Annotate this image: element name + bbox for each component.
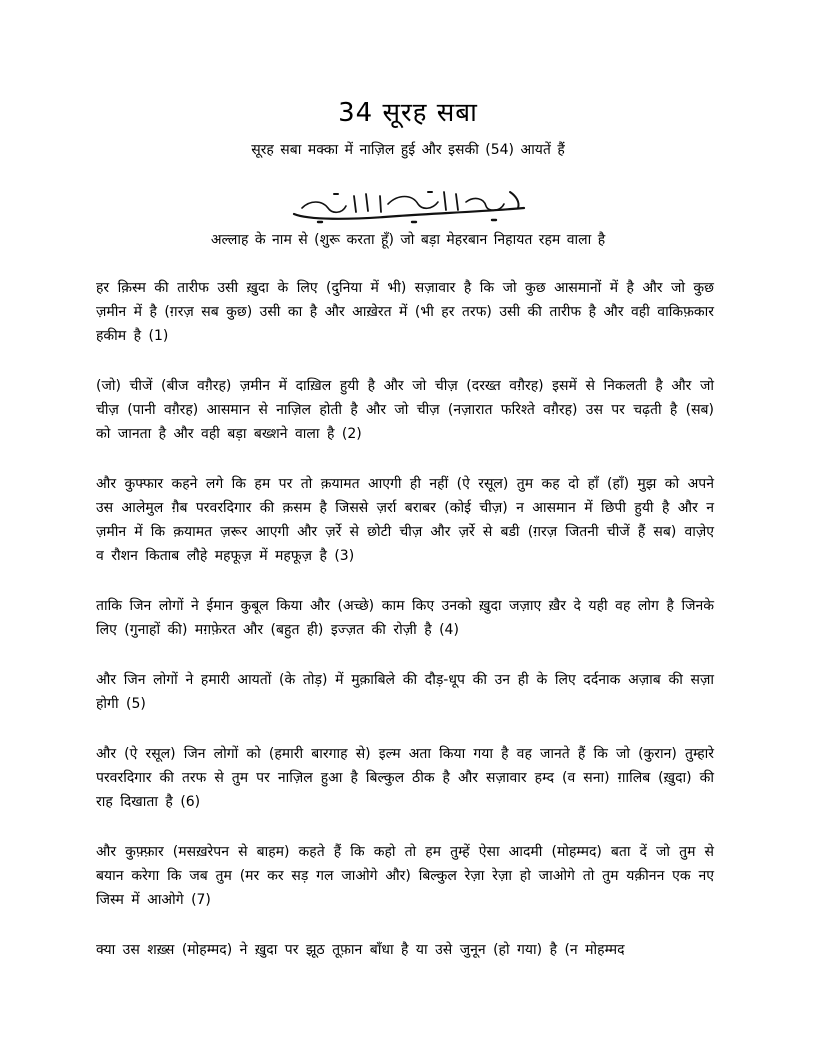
verse-paragraph: और (ऐ रसूल) जिन लोगों को (हमारी बारगाह से) इल्म अता किया गया है वह जानते हैं कि जो (कुरान) तुम्हारे परवरदिगार की तरफ से तुम पर नाज़िल हुआ है बिल्कुल ठीक है और सज़ावार हम्द (व सना) ग़ालिब (ख़ुदा) की राह दिखाता है (6)	[96, 746, 714, 810]
verse-paragraph: और कुफ़्फ़ार (मसख़रेपन से बाहम) कहते हैं कि कहो तो हम तुम्हें ऐसा आदमी (मोहम्मद) बता दें जो तुम से बयान करेगा कि जब तुम (मर कर सड़ गल जाओगे और) बिल्कुल रेज़ा रेज़ा हो जाओगे तो तुम यक़ीनन एक नए जिस्म में आओगे (7)	[96, 844, 714, 908]
verse-paragraph: ताकि जिन लोगों ने ईमान कुबूल किया और (अच्छे) काम किए उनको ख़ुदा जज़ाए ख़ैर दे यही वह लोग है जिनके लिए (गुनाहों की) मग़फ़ेरत और (बहुत ही) इज्ज़त की रोज़ी है (4)	[96, 598, 714, 638]
page-title: 34 सूरह सबा	[338, 98, 478, 128]
verse-paragraph: (जो) चीजें (बीज वग़ैरह) ज़मीन में दाख़िल हुयी है और जो चीज़ (दरख्त वग़ैरह) इसमें से निकलती है और जो चीज़ (पानी वग़ैरह) आसमान से नाज़िल होती है और जो चीज़ (नज़ारात फरिश्ते वग़ैरह) उस पर चढ़ती है (सब) को जानता है और वही बड़ा बख्शने वाला है (2)	[96, 378, 714, 442]
verse-paragraph: और जिन लोगों ने हमारी आयतों (के तोड़) में मुक़ाबिले की दौड़-धूप की उन ही के लिए दर्दनाक अज़ाब की सज़ा होगी (5)	[96, 672, 714, 712]
verse-paragraph: क्या उस शख़्स (मोहम्मद) ने ख़ुदा पर झूठ तूफ़ान बाँधा है या उसे जुनून (हो गया) है (न मोहम्मद	[96, 942, 625, 958]
verses-body	[96, 276, 714, 988]
surah-subtitle: सूरह सबा मक्का में नाज़िल हुई और इसकी (54) आयतें हैं	[251, 142, 565, 158]
verse-paragraph: और कुफ्फार कहने लगे कि हम पर तो क़यामत आएगी ही नहीं (ऐ रसूल) तुम कह दो हाँ (हाँ) मुझ को अपने उस आलेमुल ग़ैब परवरदिगार की क़सम है जिससे ज़र्रा बराबर (कोई चीज़) न आसमान में छिपी हुयी है और न ज़मीन में कि क़यामत ज़रूर आएगी और ज़र्रे से छोटी चीज़ और ज़र्रे से बडी (ग़रज़ जितनी चीजें हैं सब) वाज़ेए व रौशन किताब लौहे महफूज़ में महफूज़ है (3)	[96, 476, 714, 564]
bismillah-calligraphy-image	[288, 186, 532, 226]
verse-paragraph: हर क़िस्म की तारीफ उसी ख़ुदा के लिए (दुनिया में भी) सज़ावार है कि जो कुछ आसमानों में है और जो कुछ ज़मीन में है (ग़रज़ सब कुछ) उसी का है और आख़ेरत में (भी हर तरफ) उसी की तारीफ है और वही वाकिफ़कार हकीम है (1)	[96, 280, 714, 344]
basmala-translation: अल्लाह के नाम से (शुरू करता हूँ) जो बड़ा मेहरबान निहायत रहम वाला है	[210, 232, 606, 248]
